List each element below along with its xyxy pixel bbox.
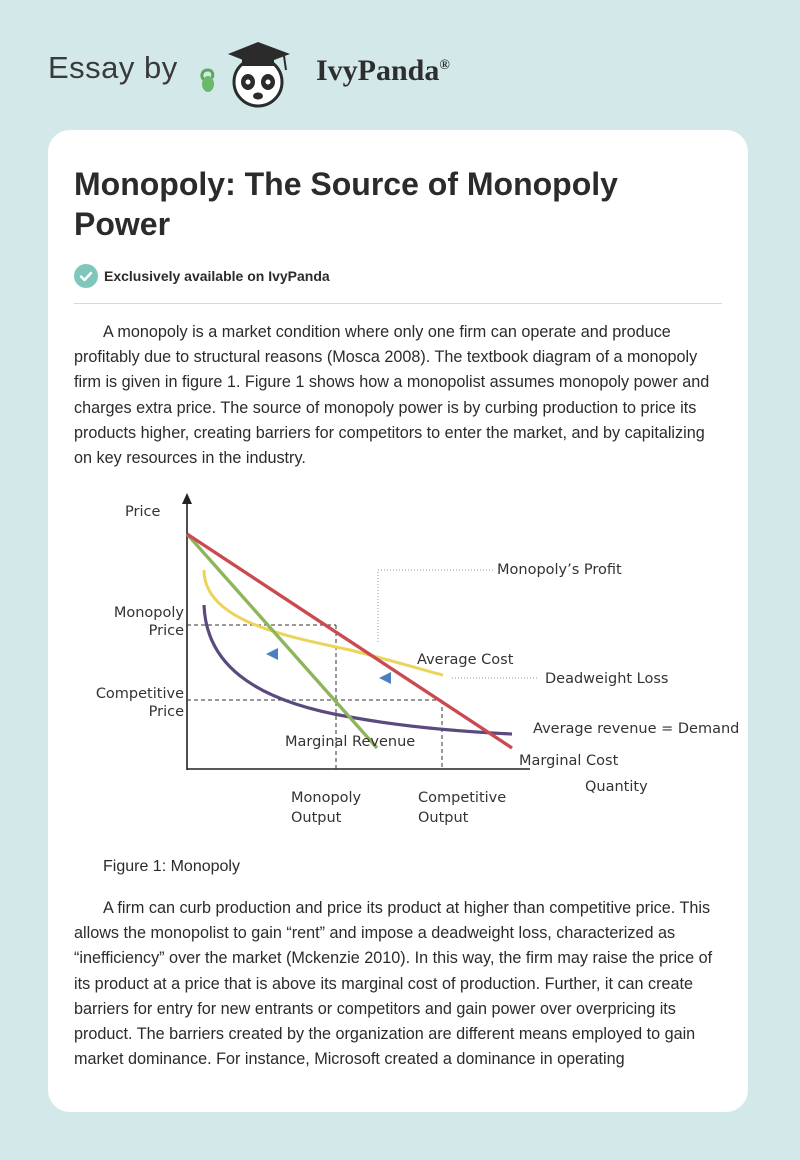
y-axis-arrow-icon (182, 493, 192, 504)
monopoly-output-label: Monopoly (291, 790, 362, 806)
competitive-price-label: Price (148, 704, 184, 720)
site-header (48, 36, 748, 106)
divider (74, 303, 722, 304)
demand-label: Average revenue = Demand (533, 721, 740, 737)
monopoly-diagram (80, 492, 740, 832)
paragraph-1: A monopoly is a market condition where only one firm can operate and produce profitably due to structural reasons (Mosca 2008). The textbook diagram of a monopoly firm is given in figure 1. Figure 1 shows how a monopolist assumes monopoly power and charges extra price. The source of monopoly power is by curbing production to price its products higher, creating barriers for competitors to enter the market, and by capitalizing on key resources in the industry. (74, 323, 710, 468)
paragraph-2: A firm can curb production and price its product at higher than competitive price. This allows the monopolist to gain “rent” and impose a deadweight loss, characterized as “inefficiency” over the market (Mckenzie 2010). In this way, the firm may raise the price of its product at a price that is above its marginal cost of production. Further, it can create barriers for entry for new entrants or competitors and gain power over overpricing its product. The barriers created by the organization are different means employed to gain market dominance. For instance, Microsoft created a dominance in operating (74, 899, 713, 1069)
check-icon (74, 264, 98, 288)
brand-name[interactable]: IvyPanda® (316, 54, 450, 87)
competitive-output-label: Output (418, 810, 469, 826)
figure-caption: Figure 1: Monopoly (103, 858, 240, 875)
deadweight-loss-label: Deadweight Loss (545, 671, 669, 687)
monopoly-price-label: Price (148, 623, 184, 639)
profit-label: Monopoly’s Profit (497, 562, 622, 578)
competitive-output-label: Competitive (418, 790, 507, 806)
left-arrow-icon (266, 648, 278, 660)
page-title: Monopoly: The Source of Monopoly Power (74, 166, 618, 242)
panda-logo-icon[interactable] (198, 36, 308, 108)
y-axis-label: Price (125, 504, 161, 520)
left-arrow-icon (379, 672, 391, 684)
average-cost-label: Average Cost (417, 652, 514, 668)
badge-text: Exclusively available on IvyPanda (104, 268, 330, 284)
essay-by-label: Essay by (48, 50, 178, 85)
competitive-price-label: Competitive (95, 686, 184, 702)
marginal-revenue-label: Marginal Revenue (285, 734, 416, 750)
monopoly-price-label: Monopoly (113, 605, 184, 621)
monopoly-output-label: Output (291, 810, 342, 826)
article-card (48, 130, 748, 1112)
marginal-cost-label: Marginal Cost (519, 753, 619, 769)
x-axis-label: Quantity (585, 779, 648, 795)
